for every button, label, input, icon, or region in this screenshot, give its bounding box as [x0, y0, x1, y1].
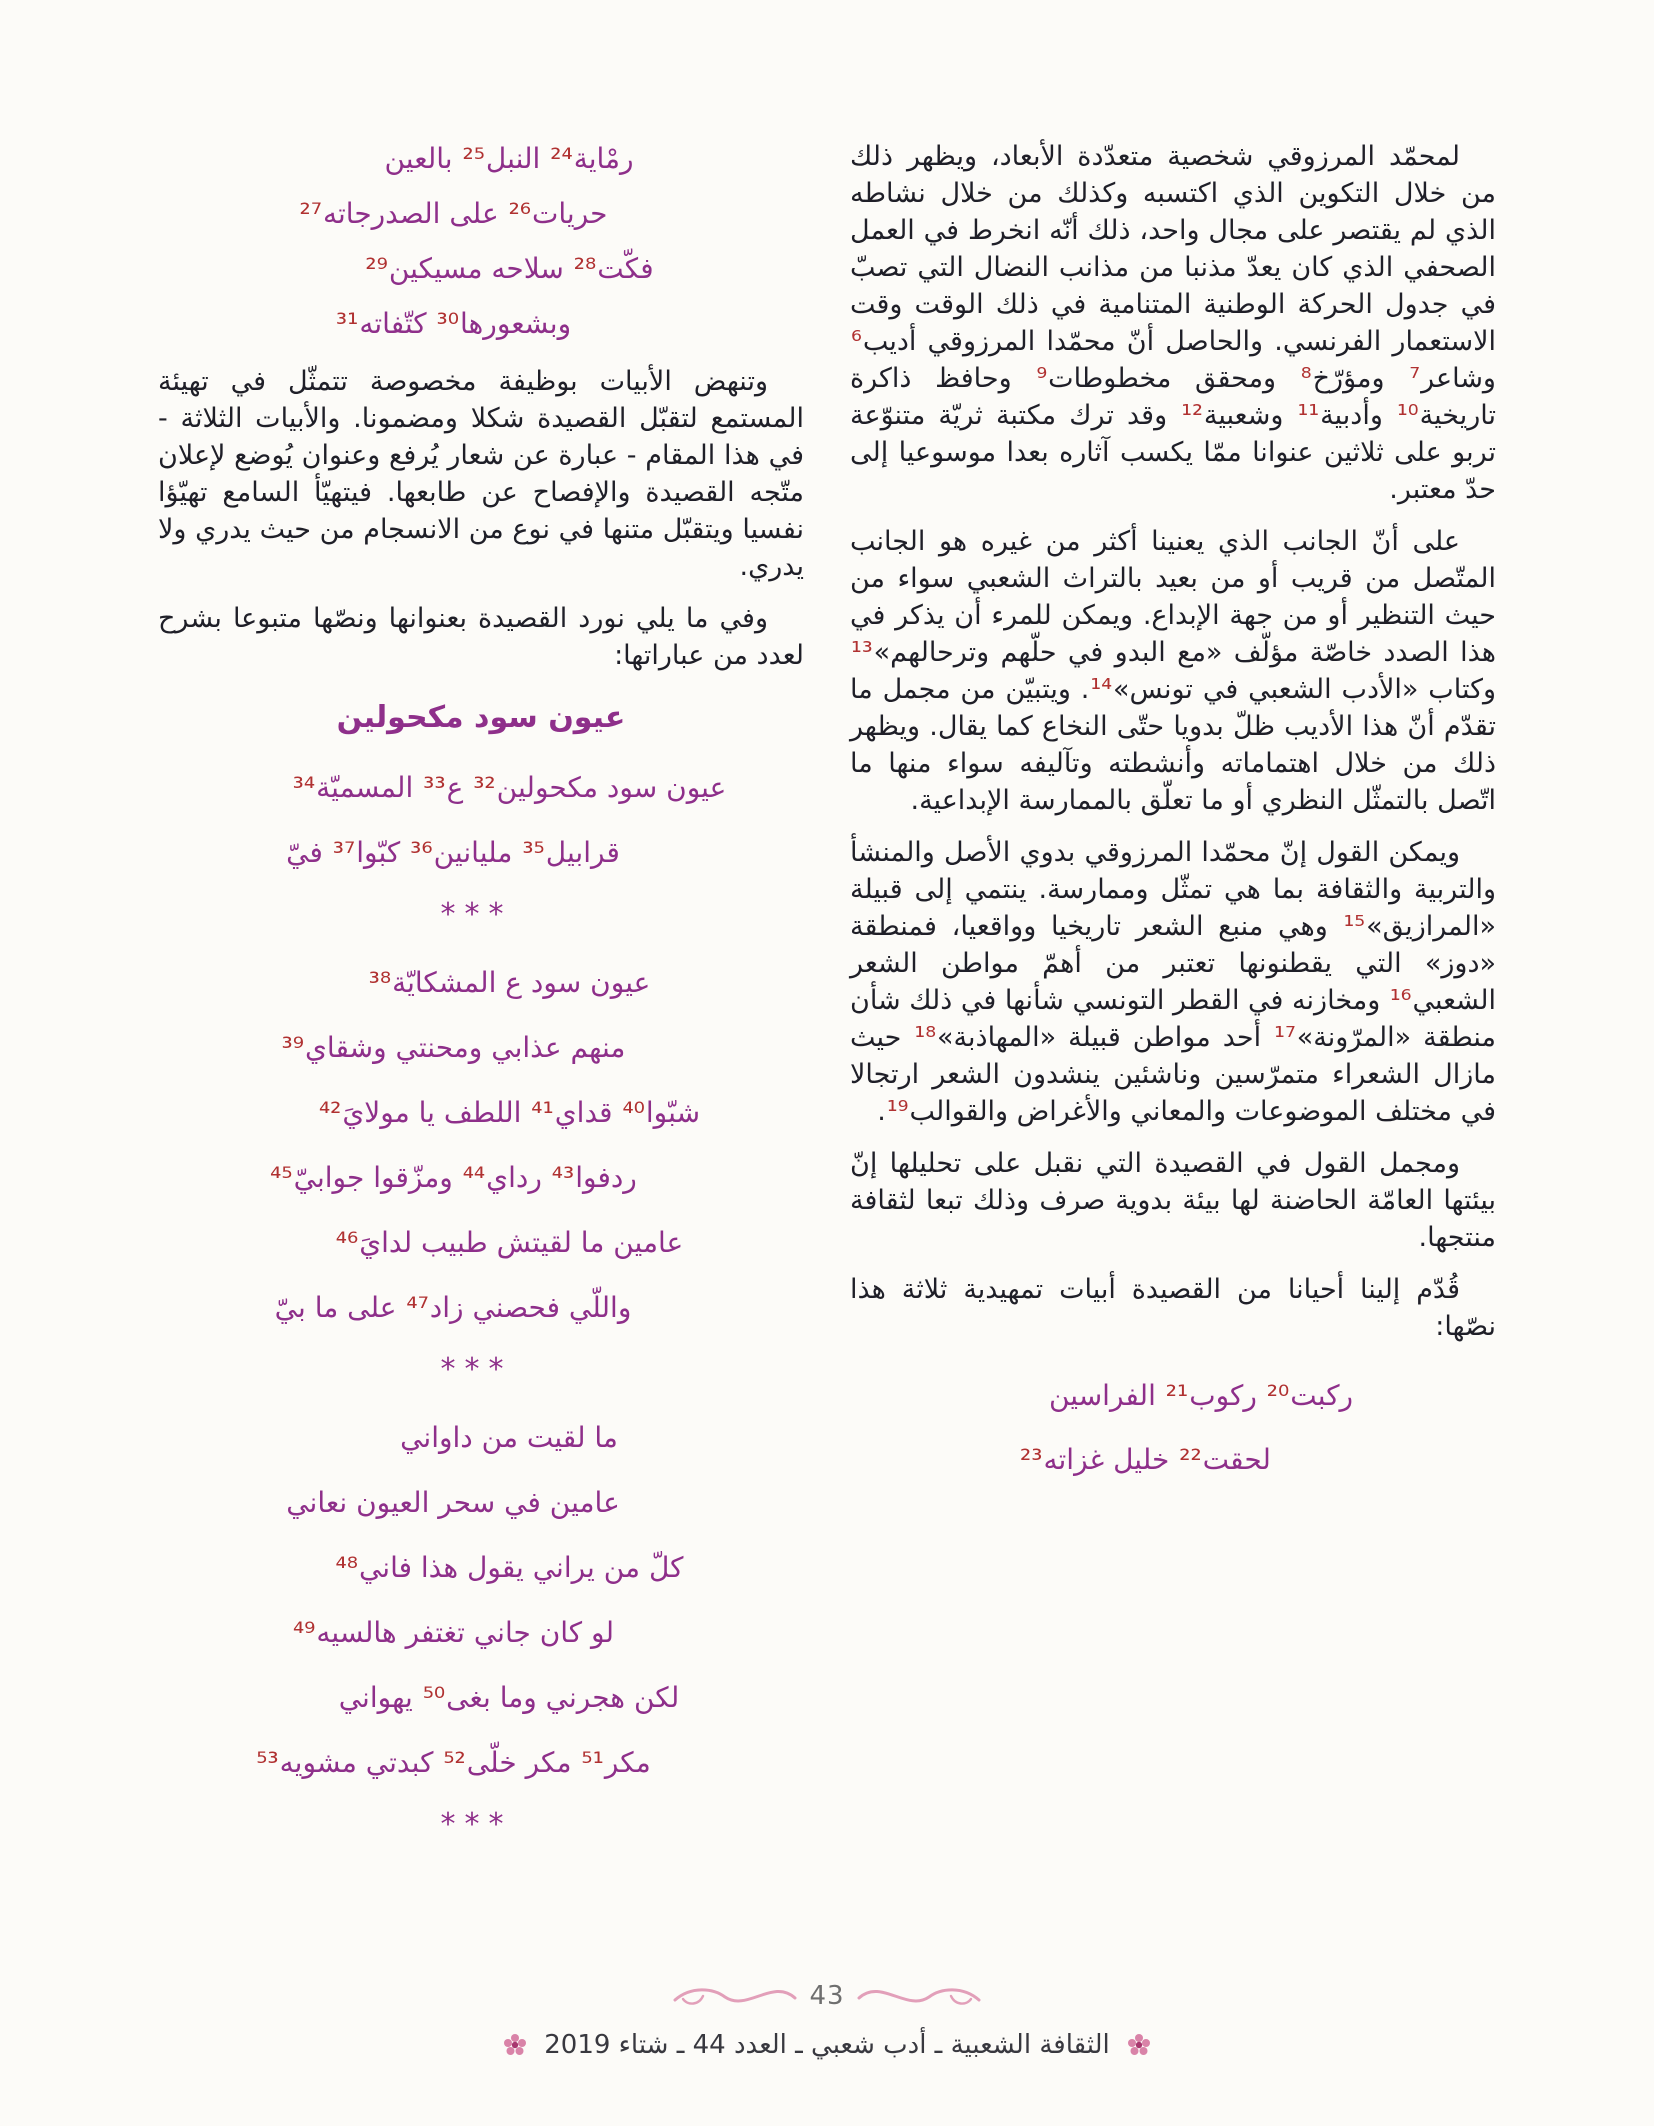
verse-line: ما لقيت من داواني — [400, 1421, 618, 1454]
verse-line: واللّي فحصني زاد⁴⁷ على ما بيّ — [274, 1291, 632, 1324]
paragraph: وفي ما يلي نورد القصيدة بعنوانها ونصّها متبوعا بشرح لعدد من عباراتها: — [158, 603, 804, 671]
verse-line: لو كان جاني تغتفر هالسيه⁴⁹ — [292, 1616, 615, 1649]
paragraph: وتنهض الأبيات بوظيفة مخصوصة تتمثّل في تهيئة المستمع لتقبّل القصيدة شكلا ومضمونا. والأبيات الثلاثة - في هذا المقام - عبارة عن شعار يُرفع وعنوان يُوضع لإعلان متّجه القصيدة والإفصاح عن طابعها. فيتهيّأ السامع تهيّؤا نفسيا ويتقبّل متنها في نوع من الانسجام من حيث يدري ولا يدري. — [158, 366, 804, 582]
journal-footer-line — [0, 2030, 1654, 2060]
stanza-separator: *** — [440, 1807, 513, 1842]
verse-line: عيون سود ع المشكايّة³⁸ — [368, 966, 651, 999]
stanza-separator: *** — [440, 1352, 513, 1387]
stanza-separator: *** — [440, 897, 513, 932]
verse-line: منهم عذابي ومحنتي وشقاي³⁹ — [281, 1031, 626, 1064]
flower-icon — [502, 2032, 528, 2058]
verse-line: ردفوا⁴³ رداي⁴⁴ ومزّقوا جوابيّ⁴⁵ — [270, 1161, 637, 1194]
verse-line: عيون سود مكحولين³² ع³³ المسميّة³⁴ — [292, 771, 727, 804]
paragraph: قُدّم إلينا أحيانا من القصيدة أبيات تمهيدية ثلاثة هذا نصّها: — [850, 1274, 1496, 1342]
two-column-layout — [158, 138, 1496, 1872]
verse-line: رمْاية²⁴ النبل²⁵ بالعين — [384, 142, 634, 175]
verse-line: عامين ما لقيتش طبيب لدايَ⁴⁶ — [335, 1226, 684, 1259]
poem-stanza — [158, 962, 804, 1329]
poem-stanza — [158, 1417, 804, 1784]
verse-line: فكّت²⁸ سلاحه مسيكين²⁹ — [365, 252, 654, 285]
column-main — [850, 138, 1496, 1872]
intro-couplet — [850, 1375, 1496, 1481]
poem-stanza — [158, 767, 804, 874]
verse-line: كلّ من يراني يقول هذا فاني⁴⁸ — [335, 1551, 684, 1584]
footer-ornament — [0, 1976, 1654, 2016]
verse-line: ركبت²⁰ ركوب²¹ الفراسين — [1048, 1379, 1354, 1412]
verse-line: عامين في سحر العيون نعاني — [286, 1486, 620, 1519]
swirl-flourish-icon — [855, 1976, 985, 2016]
intro-couplet-continuation — [158, 138, 804, 345]
verse-line: قرابيل³⁵ مليانين³⁶ كبّوا³⁷ فيّ — [286, 836, 620, 869]
flower-icon — [1126, 2032, 1152, 2058]
journal-title-text: الثقافة الشعبية ـ أدب شعبي ـ العدد 44 ـ شتاء 2019 — [544, 2030, 1110, 2060]
verse-line: لحقت²² خليل غزاته²³ — [1020, 1443, 1271, 1476]
verse-line: لكن هجرني وما بغى⁵⁰ يهواني — [338, 1681, 680, 1714]
poem-title: عيون سود مكحولين — [336, 700, 626, 735]
verse-line: حريات²⁶ على الصدرجاته²⁷ — [299, 197, 608, 230]
page-number: 43 — [809, 1981, 845, 2011]
paragraph: ومجمل القول في القصيدة التي نقبل على تحليلها إنّ بيئتها العامّة الحاضنة لها بيئة بدوية صرف وذلك تبعا لثقافة منتجها. — [850, 1148, 1496, 1253]
verse-line: شبّوا⁴⁰ قداي⁴¹ اللطف يا مولايَ⁴² — [318, 1096, 701, 1129]
swirl-flourish-icon — [669, 1976, 799, 2016]
page-footer — [0, 1976, 1654, 2060]
verse-line: مكر⁵¹ مكر خلّى⁵² كبدتي مشويه⁵³ — [256, 1746, 651, 1779]
paragraph: لمحمّد المرزوقي شخصية متعدّدة الأبعاد، ويظهر ذلك من خلال التكوين الذي اكتسبه وكذلك من خلال نشاطه الذي لم يقتصر على مجال واحد، ذلك أنّه انخرط في العمل الصحفي الذي كان يعدّ مذنبا من مذانب النضال التي تصبّ في جدول الحركة الوطنية المتنامية في ذلك الوقت وقت الاستعمار الفرنسي. والحاصل أنّ محمّدا المرزوقي أديب⁶ وشاعر⁷ ومؤرّخ⁸ ومحقق مخطوطات⁹ وحافظ ذاكرة تاريخية¹⁰ وأدبية¹¹ وشعبية¹² وقد ترك مكتبة ثريّة متنوّعة تربو على ثلاثين عنوانا ممّا يكسب آثاره بعدا موسوعيا إلى حدّ معتبر. — [850, 141, 1496, 505]
verse-line: وبشعورها³⁰ كتّفاته³¹ — [335, 307, 572, 340]
column-secondary — [158, 138, 804, 1872]
paragraph: ويمكن القول إنّ محمّدا المرزوقي بدوي الأصل والمنشأ والتربية والثقافة بما هي تمثّل وممارسة. ينتمي إلى قبيلة «المرازيق»¹⁵ وهي منبع الشعر تاريخيا وواقعيا، فمنطقة «دوز» التي يقطنونها تعتبر من أهمّ مواطن الشعر الشعبي¹⁶ ومخازنه في القطر التونسي شأنها في ذلك شأن منطقة «المرّونة»¹⁷ أحد مواطن قبيلة «المهاذبة»¹⁸ حيث مازال الشعراء متمرّسين وناشئين ينشدون الشعر ارتجالا في مختلف الموضوعات والمعاني والأغراض والقوالب¹⁹. — [850, 837, 1496, 1127]
paragraph: على أنّ الجانب الذي يعنينا أكثر من غيره هو الجانب المتّصل من قريب أو من بعيد بالتراث الشعبي سواء من حيث التنظير أو من جهة الإبداع. ويمكن للمرء أن يذكر في هذا الصدد خاصّة مؤلّف «مع البدو في حلّهم وترحالهم»¹³ وكتاب «الأدب الشعبي في تونس»¹⁴. ويتبيّن من مجمل ما تقدّم أنّ هذا الأديب ظلّ بدويا حتّى النخاع كما يقال. ويظهر ذلك من خلال اهتماماته وأنشطته وتآليفه سواء منها ما اتّصل بالتمثّل النظري أو ما تعلّق بالممارسة الإبداعية. — [850, 526, 1496, 816]
